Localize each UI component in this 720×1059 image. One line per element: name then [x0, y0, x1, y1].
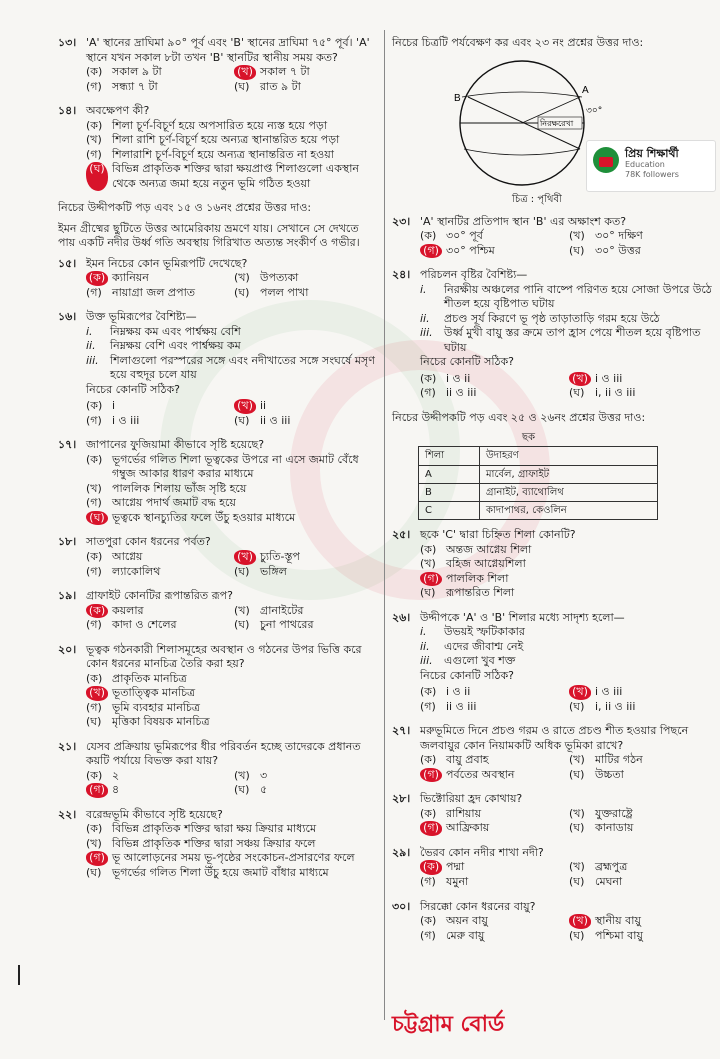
- latitude-line-south: [464, 149, 580, 155]
- table-header: শিলা: [419, 447, 480, 465]
- rock-table: [418, 446, 658, 520]
- option-gha[interactable]: (ঘ) কানাডায়: [569, 821, 634, 835]
- page-badge[interactable]: [586, 140, 716, 192]
- option-ka[interactable]: (ক) অন্তজ আগ্নেয় শিলা: [420, 542, 532, 556]
- option-kha[interactable]: (খ) শিলা রাশি চূর্ণ-বিচূর্ণ হয়ে অন্যত্র স্থানান্তরিত হয়ে পড়া: [86, 133, 340, 147]
- question-22: [58, 808, 376, 881]
- statement-i: i. উভয়ই স্ফটিকাকার: [420, 625, 525, 639]
- question-text: ছকে 'C' দ্বারা চিহ্নিত শিলা কোনটি?: [420, 528, 576, 542]
- question-19: [58, 589, 376, 633]
- question-text: উক্ত ভূমিরূপের বৈশিষ্ট্য—: [86, 310, 197, 324]
- option-ka-marked[interactable]: (ক) কয়লার: [86, 604, 228, 619]
- option-kha-marked[interactable]: (খ) ভূতাত্ত্বিক মানচিত্র: [86, 686, 376, 701]
- option-gha[interactable]: (ঘ) মৃত্তিকা বিষয়ক মানচিত্র: [86, 715, 210, 729]
- statement-iii: iii. উর্ধ্ব মুখী বায়ু স্তর ক্রমে তাপ হ্রাস পেয়ে শীতল হয়ে বৃষ্টিপাত ঘটায়: [420, 326, 701, 354]
- statement-i: i. নিম্নক্ষয় কম এবং পার্শ্বক্ষয় বেশি: [86, 324, 241, 338]
- table-row: C কাদাপাথর, কেওলিন: [419, 501, 658, 519]
- option-ka[interactable]: (ক) ভূগর্ভের গলিত শিলা ভূত্বকের উপরে না এসে জমাট বেঁধে গম্বুজ আকার ধারণ করার মাধ্যমে: [86, 452, 359, 481]
- option-ga[interactable]: (গ) কাদা ও শেলের: [86, 618, 177, 632]
- option-gha[interactable]: (ঘ) উচ্চতা: [569, 767, 624, 781]
- option-ka[interactable]: (ক) শিলা চূর্ণ-বিচূর্ণ হয়ে অপসারিত হয়ে ন্যস্ত হয়ে পড়া: [86, 118, 328, 132]
- question-text: উদ্দীপকে 'A' ও 'B' শিলার মধ্যে সাদৃশ্য হলো—: [420, 610, 625, 624]
- option-gha[interactable]: (ঘ) ii ও iii: [234, 413, 291, 427]
- which-correct-prompt: নিচের কোনটি সঠিক?: [420, 668, 514, 682]
- column-divider: [384, 30, 385, 1020]
- option-gha[interactable]: (ঘ) ৩০° উত্তর: [569, 243, 641, 257]
- question-text: মরুভূমিতে দিনে প্রচণ্ড গরম ও রাতে প্রচণ্ড শীত হওয়ার পিছনে জলবায়ুর কোন নিয়ামকটি অধিক ভূমিকা রাখে?: [420, 724, 689, 752]
- option-ka-marked[interactable]: (ক) ক্যানিয়ন: [86, 271, 228, 286]
- option-ga[interactable]: (গ) i ও iii: [86, 413, 140, 427]
- option-gha[interactable]: (ঘ) চুনা পাথরের: [234, 618, 314, 632]
- question-number: ২৪।: [392, 268, 411, 282]
- option-ka[interactable]: (ক) ২: [86, 768, 120, 782]
- question-number: ২৮।: [392, 792, 411, 806]
- question-28: [392, 792, 712, 836]
- option-ka[interactable]: (ক) ৩০° পূর্ব: [420, 229, 483, 243]
- left-column: [58, 36, 376, 890]
- option-ka-marked[interactable]: (ক) পদ্মা: [420, 860, 563, 875]
- question-24: [392, 268, 712, 401]
- question-text: ভৈরব কোন নদীর শাখা নদী?: [420, 845, 544, 859]
- question-number: ২৫।: [392, 528, 411, 542]
- option-kha-marked[interactable]: (খ) চ্যুতি-স্তূপ: [234, 550, 376, 565]
- question-text: সাতপুরা কোন ধরনের পর্বত?: [86, 535, 211, 549]
- option-ka[interactable]: (ক) সকাল ৯ টা: [86, 65, 162, 79]
- question-18: [58, 535, 376, 579]
- board-name-footer: চট্টগ্রাম বোর্ড: [392, 1012, 505, 1037]
- statement-list: [392, 283, 712, 356]
- option-gha[interactable]: (ঘ) ভঙ্গিল: [234, 564, 287, 578]
- question-text: অবক্ষেপণ কী?: [86, 104, 150, 118]
- page-category: Education: [625, 160, 665, 170]
- question-number: ১৮।: [58, 535, 77, 549]
- option-ka[interactable]: (ক) বিভিন্ন প্রাকৃতিক শক্তির দ্বারা ক্ষয় ক্রিয়ার মাধ্যমে: [86, 822, 317, 836]
- table-row: A মার্বেল, গ্রাফাইট: [419, 465, 658, 483]
- option-kha[interactable]: (খ) যুক্তরাষ্ট্রে: [569, 806, 633, 820]
- option-ka[interactable]: (ক) অয়ন বায়ু: [420, 914, 488, 928]
- option-kha[interactable]: (খ) পাললিক শিলায় ভাঁজ সৃষ্টি হয়ে: [86, 481, 247, 495]
- option-ka[interactable]: (ক) আগ্নেয়: [86, 549, 143, 563]
- question-17: [58, 438, 376, 525]
- option-gha[interactable]: (ঘ) i, ii ও iii: [569, 699, 636, 713]
- figure-caption: চিত্র : পৃথিবী: [512, 193, 562, 205]
- option-kha-marked[interactable]: (খ) সকাল ৭ টা: [234, 65, 376, 80]
- question-text: পরিচলন বৃষ্টির বৈশিষ্ট্য—: [420, 268, 528, 282]
- option-ga-marked[interactable]: (গ) ভূ আলোড়নের সময় ভূ-পৃষ্ঠের সংকোচন-প্রসারণের ফলে: [86, 851, 376, 866]
- option-kha[interactable]: (খ) মাটির গঠন: [569, 753, 643, 767]
- statement-iii: iii. শিলাগুলো পরস্পরের সঙ্গে এবং নদীখাতের সঙ্গে সংঘর্ষে মসৃণ হয়ে বহুদূর চলে যায়: [86, 353, 375, 382]
- question-15: [58, 257, 376, 301]
- option-ga[interactable]: (গ) ল্যাকোলিথ: [86, 564, 161, 578]
- option-ga-marked[interactable]: (গ) পাললিক শিলা: [420, 572, 712, 587]
- question-text: যেসব প্রক্রিয়ায় ভূমিরূপের ধীর পরিবর্তন হচ্ছে তাদেরকে প্রধানত কয়টি পর্যায়ে বিভক্ত করা যায়?: [86, 739, 361, 768]
- question-text: গ্রাফাইট কোনটির রূপান্তরিত রূপ?: [86, 589, 233, 603]
- option-kha[interactable]: (খ) ৩: [234, 768, 268, 782]
- option-kha[interactable]: (খ) বিভিন্ন প্রাকৃতিক শক্তির দ্বারা সঞ্চয় ক্রিয়ার ফলে: [86, 836, 316, 850]
- question-number: ২৯।: [392, 845, 411, 859]
- option-gha-marked[interactable]: (ঘ) বিভিন্ন প্রাকৃতিক শক্তির দ্বারা ক্ষয়প্রাপ্ত শিলাগুলো একস্থান থেকে অন্যত্র জমা হয়ে নতুন ভূমি গঠিত হওয়া: [86, 162, 376, 191]
- statement-ii: ii. নিম্নক্ষয় বেশি এবং পার্শ্বক্ষয় কম: [86, 339, 241, 353]
- question-20: [58, 643, 376, 730]
- question-27: [392, 724, 712, 782]
- option-gha[interactable]: (ঘ) পলল পাখা: [234, 285, 309, 299]
- statement-list: [392, 625, 712, 669]
- point-a-label: A: [582, 84, 589, 96]
- option-gha[interactable]: (ঘ) পশ্চিমা বায়ু: [569, 928, 643, 942]
- question-text: সিরক্কো কোন ধরনের বায়ু?: [420, 899, 536, 913]
- option-ka[interactable]: (ক) i ও ii: [420, 685, 471, 699]
- question-number: ২৬।: [392, 610, 411, 624]
- option-kha[interactable]: (খ) গ্রানাইটের: [234, 603, 304, 617]
- which-correct-prompt: নিচের কোনটি সঠিক?: [420, 355, 514, 369]
- option-ga-marked[interactable]: (গ) ৪: [86, 783, 228, 798]
- question-text: ভিক্টোরিয়া হ্রদ কোথায়?: [420, 792, 523, 806]
- option-gha[interactable]: (ঘ) রাত ৯ টা: [234, 79, 301, 93]
- question-21: [58, 740, 376, 798]
- question-number: ২৩।: [392, 214, 411, 228]
- stimulus-instruction-25-26: নিচের উদ্দীপকটি পড় এবং ২৫ ও ২৬নং প্রশ্নের উত্তর দাও:: [392, 410, 646, 424]
- option-kha[interactable]: (খ) বহিজ আগ্নেয়শিলা: [420, 557, 526, 571]
- option-ga[interactable]: (গ) যমুনা: [420, 874, 469, 888]
- question-29: [392, 846, 712, 890]
- page-logo-icon: [593, 147, 619, 173]
- option-ka[interactable]: (ক) প্রাকৃতিক মানচিত্র: [86, 671, 187, 685]
- question-23: [392, 215, 712, 259]
- option-ga[interactable]: (গ) আগ্নেয় পদার্থ জমাট বদ্ধ হয়ে: [86, 496, 236, 510]
- question-number: ২৭।: [392, 724, 411, 738]
- option-ka[interactable]: (ক) বায়ু প্রবাহ: [420, 753, 489, 767]
- page-name: প্রিয় শিক্ষার্থী: [625, 147, 679, 160]
- table-header: উদাহরণ: [480, 447, 658, 465]
- statement-ii: ii. প্রচণ্ড সূর্য কিরণে ভূ পৃষ্ঠ তাড়াতাড়ি গরম হয়ে উঠে: [420, 311, 660, 325]
- option-kha[interactable]: (খ) ব্রহ্মপুত্র: [569, 860, 628, 874]
- pen-stroke-mark: [18, 965, 20, 985]
- point-b-label: B: [454, 92, 461, 104]
- option-gha[interactable]: (ঘ) ৫: [234, 783, 268, 797]
- option-gha[interactable]: (ঘ) রূপান্তরিত শিলা: [420, 586, 515, 600]
- stimulus-instruction-15-16: নিচের উদ্দীপকটি পড় এবং ১৫ ও ১৬নং প্রশ্নের উত্তর দাও:: [58, 201, 312, 215]
- option-ga[interactable]: (গ) শিলারাশি চূর্ণ-বিচূর্ণ হয়ে অন্যত্র স্থানান্তরিত না হওয়া: [86, 147, 334, 161]
- option-kha-marked[interactable]: (খ) স্থানীয় বায়ু: [569, 914, 712, 929]
- question-text: ইমন নিচের কোন ভূমিরূপটি দেখেছে?: [86, 256, 248, 270]
- option-ga[interactable]: (গ) সন্ধ্যা ৭ টা: [86, 79, 158, 93]
- which-correct-prompt: নিচের কোনটি সঠিক?: [86, 382, 180, 396]
- latitude-line-north: [462, 92, 582, 97]
- option-ka[interactable]: (ক) i: [86, 399, 116, 413]
- option-gha[interactable]: (ঘ) ভূগর্ভের গলিত শিলা উঁচু হয়ে জমাট বাঁধার মাধ্যমে: [86, 865, 329, 879]
- question-13: [58, 36, 376, 94]
- equator-label: নিরক্ষরেখা: [540, 118, 574, 128]
- question-number: ৩০।: [392, 899, 411, 913]
- option-ga-marked[interactable]: (গ) আফ্রিকায়: [420, 821, 563, 836]
- question-number: ১৬।: [58, 310, 77, 324]
- option-kha-marked[interactable]: (খ) ii: [234, 399, 376, 414]
- option-ga[interactable]: (গ) ii ও iii: [420, 386, 477, 400]
- option-ga[interactable]: (গ) মেরু বায়ু: [420, 928, 485, 942]
- question-number: ১৩।: [58, 36, 77, 49]
- option-kha-marked[interactable]: (খ) i ও iii: [569, 372, 712, 387]
- question-text: 'A' স্থানটির প্রতিপাদ স্থান 'B' এর অক্ষাংশ কত?: [420, 214, 627, 228]
- option-kha-marked[interactable]: (খ) i ও iii: [569, 685, 712, 700]
- question-number: ২১।: [58, 739, 77, 753]
- option-gha-marked[interactable]: (ঘ) ভূত্বকে স্থানচ্যুতির ফলে উঁচু হওয়ার মাধ্যমে: [86, 511, 376, 526]
- page-followers: 78K followers: [625, 169, 679, 179]
- option-ga[interactable]: (গ) নায়াগ্রা জল প্রপাত: [86, 285, 196, 299]
- question-text: ভূত্বক গঠনকারী শিলাসমূহের অবস্থান ও গঠনের উপর ভিত্তি করে কোন ধরনের মানচিত্র তৈরি করা হয়?: [86, 642, 362, 671]
- angle-label: ৩০°: [586, 105, 603, 116]
- option-kha[interactable]: (খ) ৩০° দক্ষিণ: [569, 229, 643, 243]
- question-text: জাপানের ফুজিয়ামা কীভাবে সৃষ্টি হয়েছে?: [86, 438, 265, 452]
- option-ga-marked[interactable]: (গ) পর্বতের অবস্থান: [420, 768, 563, 783]
- table-title: ছক: [522, 432, 536, 444]
- figure-instruction: নিচের চিত্রটি পর্যবেক্ষণ কর এবং ২৩ নং প্রশ্নের উত্তর দাও:: [392, 36, 644, 49]
- question-14: [58, 104, 376, 191]
- question-26: [392, 611, 712, 715]
- question-number: ২০।: [58, 642, 77, 656]
- option-ga[interactable]: (গ) ভূমি ব্যবহার মানচিত্র: [86, 700, 200, 714]
- option-ga-marked[interactable]: (গ) ৩০° পশ্চিম: [420, 244, 563, 259]
- option-ka[interactable]: (ক) রাশিয়ায়: [420, 806, 482, 820]
- option-ga[interactable]: (গ) ii ও iii: [420, 699, 477, 713]
- question-number: ১৯।: [58, 589, 77, 603]
- question-30: [392, 900, 712, 944]
- table-row: B গ্রানাইট, ব্যাথোলিথ: [419, 483, 658, 501]
- option-gha[interactable]: (ঘ) মেঘনা: [569, 874, 623, 888]
- stimulus-passage-15-16: ইমন গ্রীষ্মের ছুটিতে উত্তর আমেরিকায় ভ্রমণে যায়। সেখানে সে দেখতে পায় একটি নদীর উর্ধ্ব গতি অবস্থায় গিরিখাত অত্যন্ত সংকীর্ণ ও গভীর।: [58, 221, 360, 250]
- option-ka[interactable]: (ক) i ও ii: [420, 371, 471, 385]
- question-number: ২২।: [58, 807, 77, 821]
- statement-ii: ii. এদের জীবাশ্ম নেই: [420, 639, 524, 653]
- statement-list: [58, 325, 376, 383]
- question-16: [58, 310, 376, 428]
- question-number: ১৫।: [58, 256, 77, 270]
- option-gha[interactable]: (ঘ) i, ii ও iii: [569, 386, 636, 400]
- statement-iii: iii. এগুলো খুব শক্ত: [420, 654, 516, 668]
- question-number: ১৭।: [58, 438, 77, 452]
- question-text: বরেন্দ্রভূমি কীভাবে সৃষ্টি হয়েছে?: [86, 807, 223, 821]
- question-25: [392, 528, 712, 601]
- question-number: ১৪।: [58, 104, 77, 118]
- option-kha[interactable]: (খ) উপত্যকা: [234, 271, 299, 285]
- statement-i: i. নিরক্ষীয় অঞ্চলের পানি বাষ্পে পরিণত হয়ে সোজা উপরে উঠে শীতল হয়ে বৃষ্টিপাত ঘটায়: [420, 282, 712, 311]
- question-text: 'A' স্থানের দ্রাঘিমা ৯০° পূর্ব এবং 'B' স্থানের দ্রাঘিমা ৭৫° পূর্ব। 'A' স্থানে যখন সকাল ৮টা তখন 'B' স্থানটির স্থানীয় সময় কত?: [86, 36, 370, 64]
